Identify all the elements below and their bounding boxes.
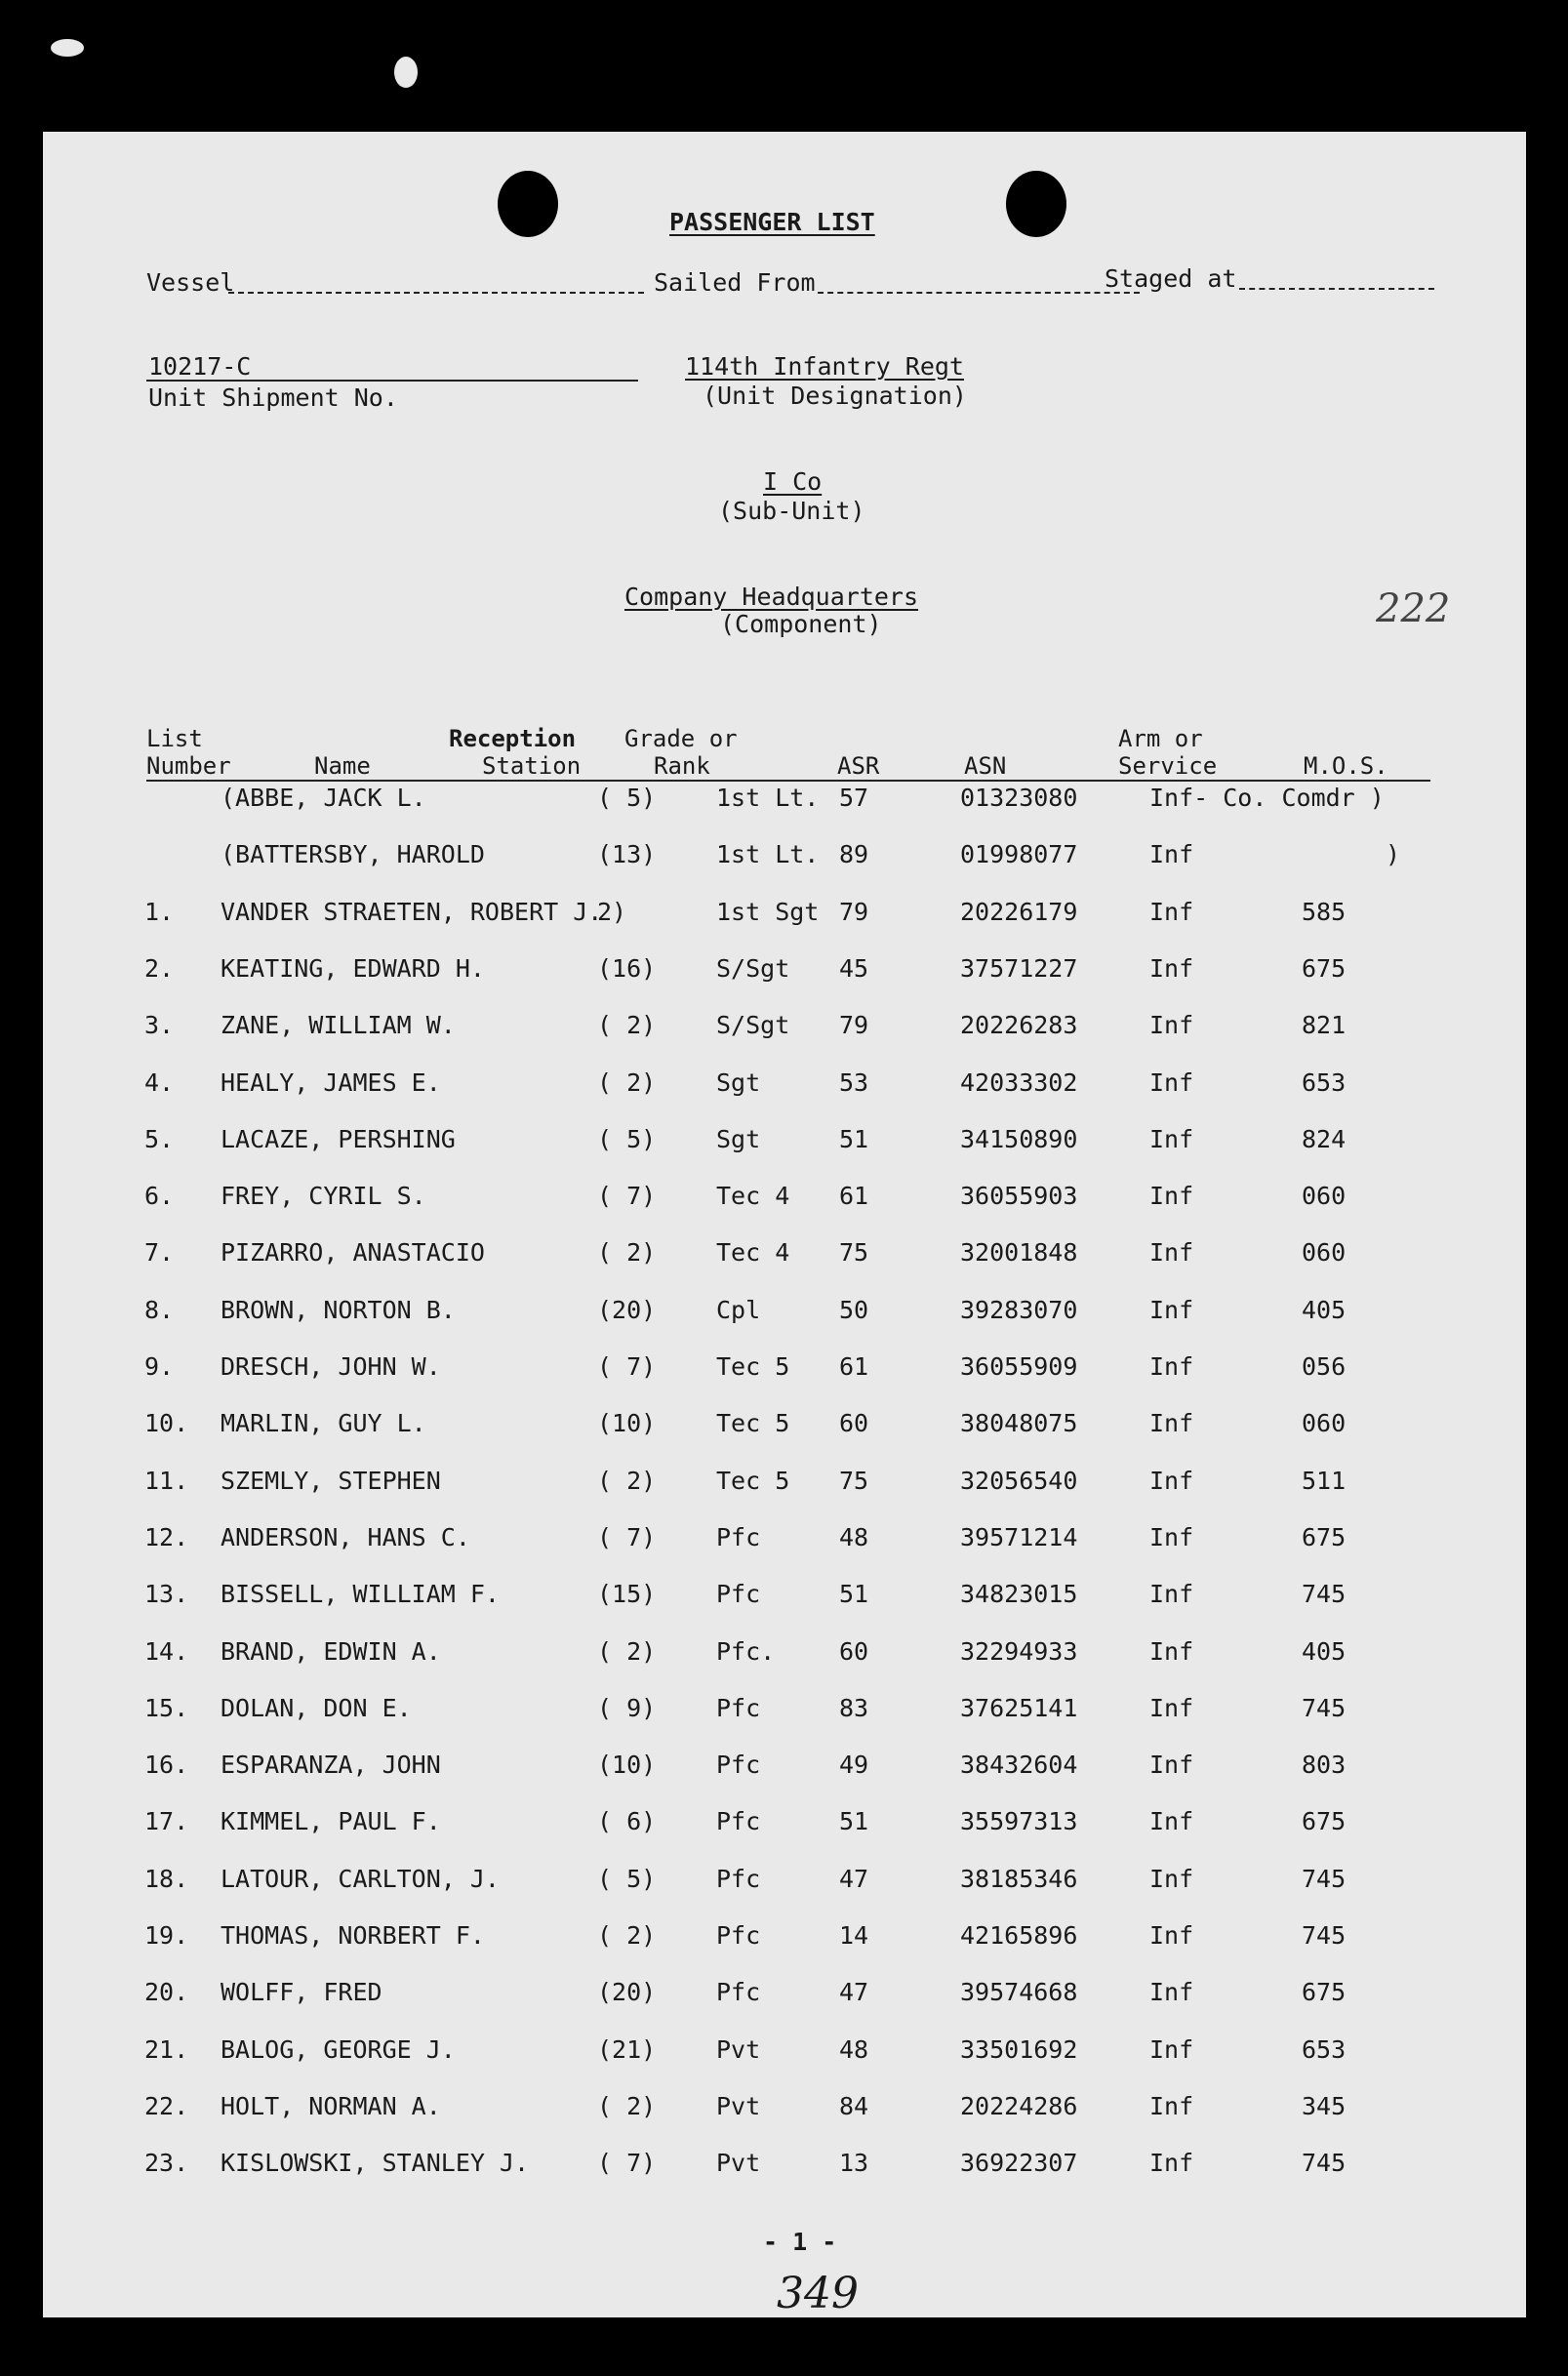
cell-name: VANDER STRAETEN, ROBERT J. — [221, 897, 603, 926]
cell-arm: Inf — [1149, 2034, 1194, 2064]
cell-mos: 803 — [1302, 1751, 1347, 1780]
sailed-from-label: Sailed From — [654, 268, 816, 297]
cell-asr: 75 — [839, 1238, 869, 1268]
cell-mos: 060 — [1302, 1182, 1347, 1211]
table-row — [43, 2035, 1526, 2074]
cell-asr: 83 — [839, 1693, 869, 1722]
cell-name: PIZARRO, ANASTACIO — [221, 1238, 485, 1268]
page-number: - 1 - — [763, 2228, 837, 2256]
cell-rs: (20) — [597, 1978, 657, 2007]
table-row — [43, 1751, 1526, 1790]
table-row — [43, 784, 1526, 823]
col-asn: ASN — [964, 752, 1007, 780]
cell-mos: 675 — [1302, 1807, 1347, 1836]
cell-grade: Pfc — [716, 1522, 761, 1551]
cell-grade: Pvt — [716, 2149, 761, 2178]
cell-asn: 33501692 — [960, 2034, 1078, 2064]
cell-rs: (13) — [597, 840, 657, 869]
cell-rs: ( 6) — [597, 1807, 657, 1836]
cell-arm: Inf- Co. Comdr ) — [1149, 784, 1385, 812]
cell-rs: (20) — [597, 1295, 657, 1324]
cell-grade: Tec 4 — [716, 1238, 790, 1268]
cell-name: MARLIN, GUY L. — [221, 1409, 426, 1438]
cell-arm: Inf — [1149, 2091, 1194, 2120]
cell-mos: 675 — [1302, 1978, 1347, 2007]
col-arm-top: Arm or — [1118, 725, 1203, 752]
cell-grade: Sgt — [716, 1124, 761, 1153]
cell-grade: Pfc — [716, 1751, 761, 1780]
cell-asr: 53 — [839, 1067, 869, 1097]
cell-asr: 14 — [839, 1921, 869, 1950]
page-title: PASSENGER LIST — [669, 208, 875, 236]
table-row — [43, 1694, 1526, 1733]
table-row — [43, 1068, 1526, 1107]
cell-arm: Inf — [1149, 1011, 1194, 1040]
col-grade-top: Grade or — [624, 725, 738, 752]
cell-mos: 745 — [1302, 2149, 1347, 2178]
cell-asr: 49 — [839, 1751, 869, 1780]
cell-mos: 745 — [1302, 1921, 1347, 1950]
sub-unit-label: (Sub-Unit) — [718, 497, 865, 525]
cell-grade: Pfc — [716, 1978, 761, 2007]
cell-arm: Inf — [1149, 1295, 1194, 1324]
cell-num: 14. — [144, 1636, 189, 1666]
cell-asr: 51 — [839, 1124, 869, 1153]
cell-asn: 20226283 — [960, 1011, 1078, 1040]
cell-mos: ) — [1386, 840, 1401, 869]
cell-num: 6. — [144, 1182, 175, 1211]
cell-num: 22. — [144, 2091, 189, 2120]
cell-asn: 37571227 — [960, 953, 1078, 983]
cell-num: 1. — [144, 897, 175, 926]
cell-num: 7. — [144, 1238, 175, 1268]
cell-num: 23. — [144, 2149, 189, 2178]
staged-at-label: Staged at — [1105, 264, 1237, 293]
cell-mos: 405 — [1302, 1295, 1347, 1324]
cell-asn: 35597313 — [960, 1807, 1078, 1836]
cell-arm: Inf — [1149, 1807, 1194, 1836]
cell-grade: Pfc. — [716, 1636, 776, 1666]
unit-designation-label: (Unit Designation) — [703, 382, 967, 410]
cell-name: DOLAN, DON E. — [221, 1693, 412, 1722]
table-row — [43, 1978, 1526, 2017]
table-row — [43, 1011, 1526, 1050]
cell-asn: 34823015 — [960, 1580, 1078, 1609]
cell-name: BRAND, EDWIN A. — [221, 1636, 441, 1666]
table-row — [43, 1125, 1526, 1164]
cell-name: KEATING, EDWARD H. — [221, 953, 485, 983]
cell-name: LATOUR, CARLTON, J. — [221, 1864, 500, 1893]
cell-name: DRESCH, JOHN W. — [221, 1352, 441, 1381]
cell-asn: 01998077 — [960, 840, 1078, 869]
cell-arm: Inf — [1149, 1352, 1194, 1381]
cell-arm: Inf — [1149, 1636, 1194, 1666]
handwritten-number: 349 — [777, 2269, 859, 2318]
punch-hole — [498, 171, 558, 237]
header-rule — [146, 780, 1430, 782]
cell-asr: 51 — [839, 1580, 869, 1609]
cell-arm: Inf — [1149, 1124, 1194, 1153]
cell-arm: Inf — [1149, 1921, 1194, 1950]
table-row — [43, 1467, 1526, 1506]
cell-asn: 39571214 — [960, 1522, 1078, 1551]
cell-grade: 1st Lt. — [716, 840, 820, 869]
cell-asn: 32001848 — [960, 1238, 1078, 1268]
table-row — [43, 1523, 1526, 1562]
cell-num: 21. — [144, 2034, 189, 2064]
cell-mos: 675 — [1302, 953, 1347, 983]
cell-grade: Pfc — [716, 1921, 761, 1950]
cell-name: SZEMLY, STEPHEN — [221, 1466, 441, 1495]
cell-name: ESPARANZA, JOHN — [221, 1751, 441, 1780]
unit-shipment-label: Unit Shipment No. — [148, 383, 398, 412]
cell-num: 3. — [144, 1011, 175, 1040]
cell-num: 13. — [144, 1580, 189, 1609]
cell-arm: Inf — [1149, 1466, 1194, 1495]
cell-mos: 745 — [1302, 1693, 1347, 1722]
cell-asr: 51 — [839, 1807, 869, 1836]
cell-mos: 745 — [1302, 1864, 1347, 1893]
table-row — [43, 1409, 1526, 1448]
cell-num: 18. — [144, 1864, 189, 1893]
table-row — [43, 2092, 1526, 2131]
cell-asr: 48 — [839, 1522, 869, 1551]
cell-name: KISLOWSKI, STANLEY J. — [221, 2149, 530, 2178]
unit-shipment-line — [146, 380, 638, 382]
cell-rs: (10) — [597, 1751, 657, 1780]
cell-name: THOMAS, NORBERT F. — [221, 1921, 485, 1950]
cell-asn: 39574668 — [960, 1978, 1078, 2007]
cell-name: LACAZE, PERSHING — [221, 1124, 456, 1153]
cell-asn: 20224286 — [960, 2091, 1078, 2120]
cell-arm: Inf — [1149, 1522, 1194, 1551]
col-reception-bottom: Station — [482, 752, 582, 780]
cell-num: 15. — [144, 1693, 189, 1722]
cell-asr: 60 — [839, 1409, 869, 1438]
cell-name: (BATTERSBY, HAROLD — [221, 840, 485, 869]
component-value: Company Headquarters — [624, 583, 919, 611]
cell-asn: 20226179 — [960, 897, 1078, 926]
col-reception-top: Reception — [449, 725, 577, 752]
cell-rs: ( 2) — [597, 1011, 657, 1040]
cell-mos: 824 — [1302, 1124, 1347, 1153]
scan-fleck — [51, 39, 84, 57]
cell-num: 16. — [144, 1751, 189, 1780]
cell-grade: S/Sgt — [716, 1011, 790, 1040]
cell-arm: Inf — [1149, 1238, 1194, 1268]
table-row — [43, 1352, 1526, 1391]
table-row — [43, 2149, 1526, 2188]
cell-rs: ( 7) — [597, 2149, 657, 2178]
cell-rs: ( 2) — [597, 2091, 657, 2120]
cell-mos: 060 — [1302, 1409, 1347, 1438]
cell-asn: 36922307 — [960, 2149, 1078, 2178]
cell-asr: 45 — [839, 953, 869, 983]
col-list-number-bottom: Number — [146, 752, 231, 780]
cell-rs: ( 5) — [597, 784, 657, 812]
cell-num: 4. — [144, 1067, 175, 1097]
document-page — [43, 132, 1526, 2317]
cell-grade: Sgt — [716, 1067, 761, 1097]
cell-asr: 61 — [839, 1182, 869, 1211]
cell-mos: 345 — [1302, 2091, 1347, 2120]
unit-shipment-value: 10217-C — [148, 352, 252, 381]
cell-grade: Tec 5 — [716, 1466, 790, 1495]
cell-grade: 1st Sgt — [716, 897, 820, 926]
cell-grade: Pfc — [716, 1864, 761, 1893]
table-row — [43, 1865, 1526, 1904]
cell-arm: Inf — [1149, 1409, 1194, 1438]
vessel-blank — [228, 292, 644, 294]
cell-rs: (10) — [597, 1409, 657, 1438]
cell-asr: 75 — [839, 1466, 869, 1495]
cell-arm: Inf — [1149, 1182, 1194, 1211]
cell-asr: 84 — [839, 2091, 869, 2120]
cell-mos: 821 — [1302, 1011, 1347, 1040]
cell-asn: 42033302 — [960, 1067, 1078, 1097]
cell-name: (ABBE, JACK L. — [221, 784, 426, 812]
cell-grade: Pfc — [716, 1807, 761, 1836]
cell-num: 20. — [144, 1978, 189, 2007]
cell-mos: 405 — [1302, 1636, 1347, 1666]
table-row — [43, 1182, 1526, 1221]
cell-arm: Inf — [1149, 897, 1194, 926]
cell-name: BROWN, NORTON B. — [221, 1295, 456, 1324]
cell-num: 19. — [144, 1921, 189, 1950]
cell-grade: Pfc — [716, 1580, 761, 1609]
cell-num: 11. — [144, 1466, 189, 1495]
unit-designation-value: 114th Infantry Regt — [685, 352, 964, 381]
cell-grade: Pfc — [716, 1693, 761, 1722]
cell-grade: Tec 5 — [716, 1352, 790, 1381]
cell-grade: S/Sgt — [716, 953, 790, 983]
cell-num: 10. — [144, 1409, 189, 1438]
cell-num: 5. — [144, 1124, 175, 1153]
cell-rs: ( 5) — [597, 1864, 657, 1893]
cell-asr: 47 — [839, 1978, 869, 2007]
cell-grade: Pvt — [716, 2091, 761, 2120]
component-label: (Component) — [720, 610, 882, 638]
col-mos: M.O.S. — [1304, 752, 1388, 780]
col-list-number-top: List — [146, 725, 203, 752]
cell-asr: 13 — [839, 2149, 869, 2178]
cell-rs: ( 2) — [597, 1636, 657, 1666]
cell-mos: 060 — [1302, 1238, 1347, 1268]
cell-asr: 50 — [839, 1295, 869, 1324]
vessel-label: Vessel — [146, 268, 235, 297]
cell-mos: 056 — [1302, 1352, 1347, 1381]
cell-asn: 42165896 — [960, 1921, 1078, 1950]
cell-asn: 38432604 — [960, 1751, 1078, 1780]
sub-unit-value: I Co — [763, 467, 823, 496]
cell-arm: Inf — [1149, 953, 1194, 983]
table-row — [43, 1238, 1526, 1277]
cell-arm: Inf — [1149, 840, 1194, 869]
cell-name: HEALY, JAMES E. — [221, 1067, 441, 1097]
cell-rs: ( 2) — [597, 1238, 657, 1268]
cell-num: 8. — [144, 1295, 175, 1324]
cell-asn: 37625141 — [960, 1693, 1078, 1722]
cell-asr: 79 — [839, 1011, 869, 1040]
cell-asn: 36055903 — [960, 1182, 1078, 1211]
cell-grade: Pvt — [716, 2034, 761, 2064]
cell-grade: Cpl — [716, 1295, 761, 1324]
cell-rs: ( 7) — [597, 1352, 657, 1381]
col-arm-bottom: Service — [1118, 752, 1218, 780]
table-row — [43, 954, 1526, 993]
cell-mos: 653 — [1302, 1067, 1347, 1097]
cell-asr: 60 — [839, 1636, 869, 1666]
table-row — [43, 1807, 1526, 1846]
cell-rs: (15) — [597, 1580, 657, 1609]
cell-rs: ( 9) — [597, 1693, 657, 1722]
cell-arm: Inf — [1149, 2149, 1194, 2178]
cell-rs: ( 2) — [597, 1466, 657, 1495]
cell-grade: 1st Lt. — [716, 784, 820, 812]
cell-num: 2. — [144, 953, 175, 983]
cell-rs: ( 7) — [597, 1182, 657, 1211]
table-row — [43, 1580, 1526, 1619]
punch-hole — [1006, 171, 1066, 237]
cell-mos: 653 — [1302, 2034, 1347, 2064]
cell-rs: (16) — [597, 953, 657, 983]
cell-asn: 32056540 — [960, 1466, 1078, 1495]
cell-mos: 675 — [1302, 1522, 1347, 1551]
cell-num: 17. — [144, 1807, 189, 1836]
sailed-from-blank — [818, 292, 1140, 294]
cell-name: ZANE, WILLIAM W. — [221, 1011, 456, 1040]
col-grade-bottom: Rank — [654, 752, 710, 780]
page-stamp: 222 — [1376, 586, 1451, 631]
cell-rs: 2) — [597, 897, 627, 926]
cell-arm: Inf — [1149, 1864, 1194, 1893]
staged-at-blank — [1239, 288, 1434, 290]
cell-name: BISSELL, WILLIAM F. — [221, 1580, 500, 1609]
cell-asn: 34150890 — [960, 1124, 1078, 1153]
cell-name: HOLT, NORMAN A. — [221, 2091, 441, 2120]
cell-arm: Inf — [1149, 1978, 1194, 2007]
cell-rs: (21) — [597, 2034, 657, 2064]
cell-asn: 38185346 — [960, 1864, 1078, 1893]
cell-name: KIMMEL, PAUL F. — [221, 1807, 441, 1836]
col-asr: ASR — [837, 752, 880, 780]
cell-asn: 39283070 — [960, 1295, 1078, 1324]
cell-asr: 57 — [839, 784, 869, 812]
cell-asn: 32294933 — [960, 1636, 1078, 1666]
cell-arm: Inf — [1149, 1751, 1194, 1780]
cell-grade: Tec 4 — [716, 1182, 790, 1211]
cell-asr: 47 — [839, 1864, 869, 1893]
cell-rs: ( 2) — [597, 1067, 657, 1097]
cell-asn: 01323080 — [960, 784, 1078, 812]
cell-mos: 585 — [1302, 897, 1347, 926]
cell-arm: Inf — [1149, 1580, 1194, 1609]
cell-arm: Inf — [1149, 1067, 1194, 1097]
cell-mos: 745 — [1302, 1580, 1347, 1609]
cell-asn: 38048075 — [960, 1409, 1078, 1438]
cell-asr: 89 — [839, 840, 869, 869]
cell-num: 12. — [144, 1522, 189, 1551]
cell-grade: Tec 5 — [716, 1409, 790, 1438]
cell-name: BALOG, GEORGE J. — [221, 2034, 456, 2064]
table-row — [43, 898, 1526, 937]
cell-asr: 79 — [839, 897, 869, 926]
cell-mos: 511 — [1302, 1466, 1347, 1495]
table-row — [43, 1921, 1526, 1960]
table-row — [43, 840, 1526, 879]
cell-rs: ( 5) — [597, 1124, 657, 1153]
table-row — [43, 1637, 1526, 1676]
cell-arm: Inf — [1149, 1693, 1194, 1722]
cell-name: FREY, CYRIL S. — [221, 1182, 426, 1211]
scan-fleck — [394, 57, 418, 88]
cell-name: WOLFF, FRED — [221, 1978, 382, 2007]
table-row — [43, 1296, 1526, 1335]
cell-name: ANDERSON, HANS C. — [221, 1522, 470, 1551]
cell-rs: ( 2) — [597, 1921, 657, 1950]
cell-asr: 48 — [839, 2034, 869, 2064]
cell-asr: 61 — [839, 1352, 869, 1381]
cell-num: 9. — [144, 1352, 175, 1381]
cell-rs: ( 7) — [597, 1522, 657, 1551]
col-name: Name — [314, 752, 371, 780]
cell-asn: 36055909 — [960, 1352, 1078, 1381]
